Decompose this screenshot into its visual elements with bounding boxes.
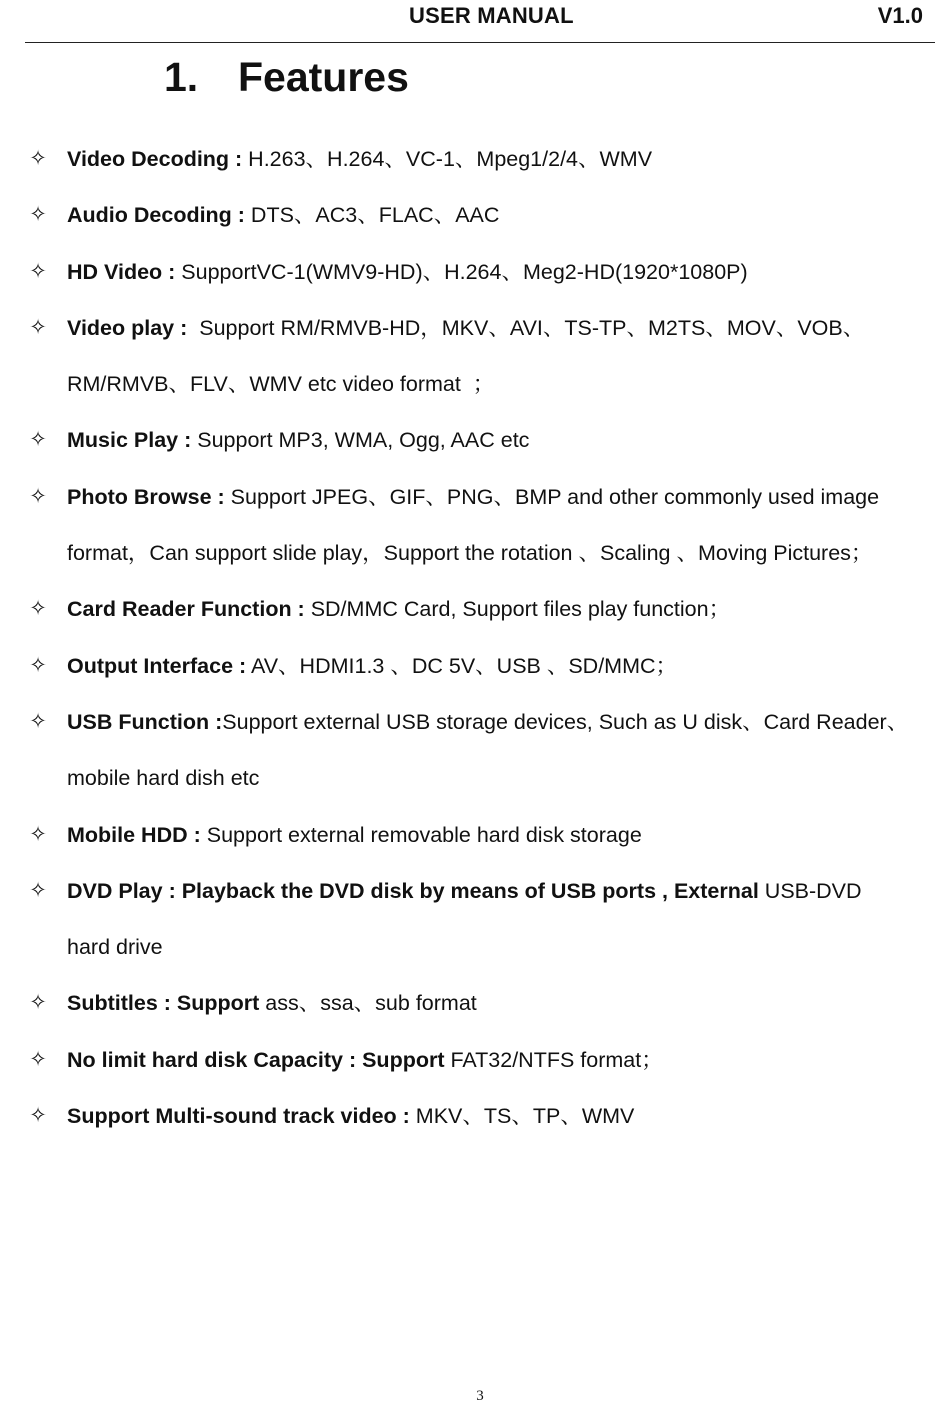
feature-text: Support MP3, WMA, Ogg, AAC etc: [191, 428, 530, 453]
section-heading: [164, 54, 409, 101]
feature-item-output-interface: [0, 638, 950, 694]
feature-text: SD/MMC Card, Support files play function；: [304, 597, 731, 622]
feature-label: Audio Decoding :: [67, 203, 245, 228]
header-title: USER MANUAL: [409, 3, 574, 28]
section-title: Features: [238, 54, 409, 100]
feature-label: Mobile HDD :: [67, 822, 201, 847]
feature-text: Support RM/RMVB-HD，MKV、AVI、TS-TP、M2TS、MOV、VOB、: [187, 315, 865, 340]
feature-label: Subtitles : Support: [67, 991, 260, 1016]
feature-label: Support Multi-sound track video :: [67, 1104, 410, 1129]
feature-text: USB-DVD: [758, 878, 862, 903]
feature-text: FAT32/NTFS format；: [444, 1047, 663, 1072]
feature-text: Support external USB storage devices, Such as U disk、Card Reader、: [222, 709, 909, 734]
feature-label: Music Play :: [67, 428, 192, 453]
bullet-icon: ✧: [29, 822, 47, 846]
header-version: V1.0: [877, 3, 923, 28]
feature-text: ass、ssa、sub format: [259, 991, 477, 1016]
page-number: 3: [476, 1388, 484, 1404]
feature-text-continued: mobile hard dish etc: [67, 766, 260, 791]
feature-item-audio-decoding: [0, 187, 950, 243]
bullet-icon: ✧: [29, 315, 47, 339]
bullet-icon: ✧: [29, 203, 47, 227]
feature-text: SupportVC-1(WMV9-HD)、H.264、Meg2-HD(1920*1080P): [175, 259, 748, 284]
feature-item-subtitles: [0, 975, 950, 1031]
feature-text: AV、HDMI1.3 、DC 5V、USB 、SD/MMC；: [246, 653, 678, 678]
feature-item-video-play: [0, 300, 950, 413]
bullet-icon: ✧: [29, 1047, 47, 1071]
feature-label: DVD Play : Playback the DVD disk by means of USB ports , External: [67, 878, 759, 903]
bullet-icon: ✧: [29, 1104, 47, 1128]
feature-item-disk-capacity: [0, 1032, 950, 1088]
feature-item-mobile-hdd: [0, 807, 950, 863]
bullet-icon: ✧: [29, 428, 47, 452]
bullet-icon: ✧: [29, 653, 47, 677]
bullet-icon: ✧: [29, 147, 47, 170]
bullet-icon: ✧: [29, 878, 47, 902]
feature-text: Support external removable hard disk storage: [200, 822, 642, 847]
feature-text: MKV、TS、TP、WMV: [409, 1104, 635, 1129]
feature-item-hd-video: [0, 244, 950, 300]
page-header: [25, 0, 935, 43]
feature-label: Video Decoding :: [67, 147, 243, 171]
feature-item-card-reader: [0, 581, 950, 637]
feature-label: Output Interface :: [67, 653, 247, 678]
feature-label: No limit hard disk Capacity : Support: [67, 1047, 445, 1072]
feature-label: Video play :: [67, 315, 188, 340]
bullet-icon: ✧: [29, 597, 47, 621]
feature-label: HD Video :: [67, 259, 176, 284]
feature-item-usb-function: [0, 694, 950, 807]
feature-text-continued: format，Can support slide play，Support the rotation 、Scaling 、Moving Pictures；: [67, 541, 873, 566]
feature-label: Photo Browse :: [67, 484, 225, 509]
bullet-icon: ✧: [29, 709, 47, 733]
feature-label: Card Reader Function :: [67, 597, 305, 622]
feature-item-music-play: [0, 412, 950, 468]
feature-list: [0, 131, 950, 1144]
feature-item-multi-sound-track: [0, 1088, 950, 1144]
feature-text-continued: hard drive: [67, 935, 163, 960]
feature-text: H.263、H.264、VC-1、Mpeg1/2/4、WMV: [242, 147, 653, 171]
bullet-icon: ✧: [29, 484, 47, 508]
feature-item-dvd-play: [0, 863, 950, 976]
section-number: 1.: [164, 54, 199, 100]
feature-text: Support JPEG、GIF、PNG、BMP and other commonly used image: [224, 484, 880, 509]
feature-item-video-decoding: [0, 131, 950, 187]
feature-item-photo-browse: [0, 469, 950, 582]
feature-label: USB Function :: [67, 709, 223, 734]
feature-text-continued: RM/RMVB、FLV、WMV etc video format ；: [67, 372, 495, 397]
bullet-icon: ✧: [29, 991, 47, 1015]
feature-text: DTS、AC3、FLAC、AAC: [244, 203, 500, 228]
bullet-icon: ✧: [29, 259, 47, 283]
